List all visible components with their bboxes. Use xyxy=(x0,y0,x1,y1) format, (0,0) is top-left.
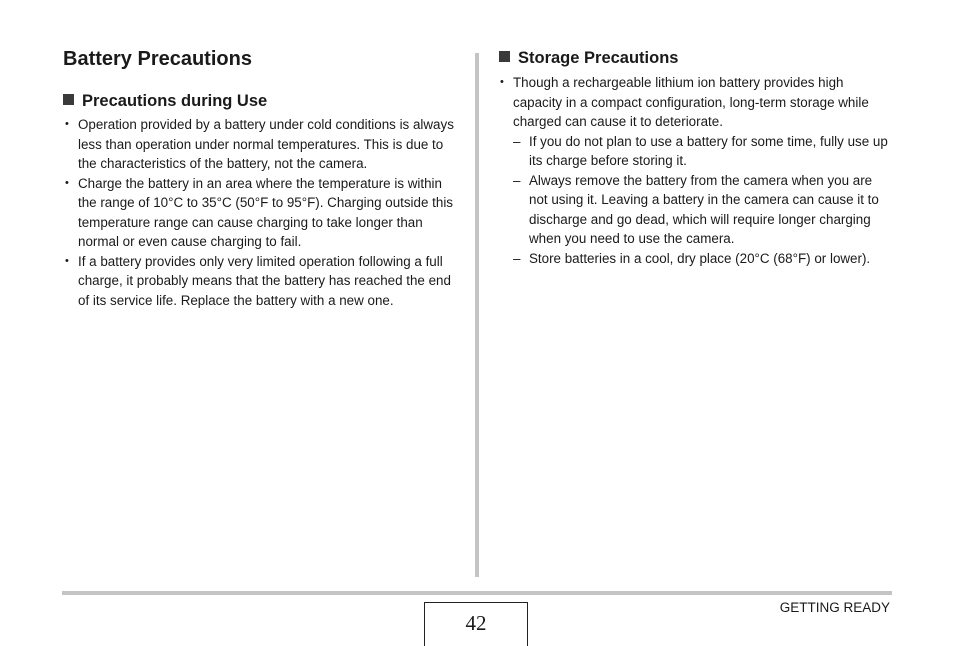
dash-icon: – xyxy=(513,172,521,188)
bullet-icon: • xyxy=(65,118,69,130)
footer-section-label: GETTING READY xyxy=(779,600,890,615)
page-number: 42 xyxy=(465,611,487,635)
section-heading-precautions-during-use xyxy=(63,91,267,111)
sub-list-item xyxy=(513,171,890,249)
sub-list-item-text: Store batteries in a cool, dry place (20°C (68°F) or lower). xyxy=(529,250,871,266)
bullet-icon: • xyxy=(65,176,69,189)
list-item-text: Charge the battery in an area where the temperature is within the range of 10°C to 35°C (50°F to 95°F). Charging outside this temperature range can cause charging to take longer than normal or even cause charging to fail. xyxy=(78,175,453,249)
storage-sub-list xyxy=(513,132,890,269)
section-heading-label: Storage Precautions xyxy=(518,49,679,67)
page-number-box xyxy=(424,602,528,646)
list-item-text: If a battery provides only very limited operation following a full charge, it probably means that the battery has reached the end of its service life. Replace the battery with a new one. xyxy=(78,253,451,308)
sub-list-item xyxy=(513,132,890,171)
list-item-text: Operation provided by a battery under cold conditions is always less than operation under normal temperatures. This is due to the characteristics of the battery, not the camera. xyxy=(78,117,454,171)
list-item xyxy=(63,174,458,252)
square-bullet-icon xyxy=(499,51,510,62)
storage-precautions-list xyxy=(498,73,890,268)
use-precautions-list xyxy=(63,115,458,310)
section-heading-label: Precautions during Use xyxy=(82,92,268,110)
list-item xyxy=(498,73,890,268)
sub-list-item xyxy=(513,249,890,269)
footer-rule xyxy=(62,591,892,595)
dash-icon: – xyxy=(513,250,521,266)
section-heading-storage-precautions xyxy=(499,48,678,68)
page-title: Battery Precautions xyxy=(63,48,252,70)
bullet-icon: • xyxy=(500,76,504,88)
dash-icon: – xyxy=(513,133,521,149)
sub-list-item-text: Always remove the battery from the camera when you are not using it. Leaving a battery in the camera can cause it to discharge and go dead, which will require longer charging when you need to use the camera. xyxy=(529,172,879,246)
sub-list-item-text: If you do not plan to use a battery for some time, fully use up its charge before storing it. xyxy=(529,133,888,168)
list-item xyxy=(63,252,458,311)
square-bullet-icon xyxy=(63,94,74,105)
list-item-text: Though a rechargeable lithium ion battery provides high capacity in a compact configuration, long-term storage while charged can cause it to deteriorate. xyxy=(513,75,869,129)
column-divider xyxy=(475,53,479,577)
list-item xyxy=(63,115,458,174)
bullet-icon: • xyxy=(65,254,69,267)
